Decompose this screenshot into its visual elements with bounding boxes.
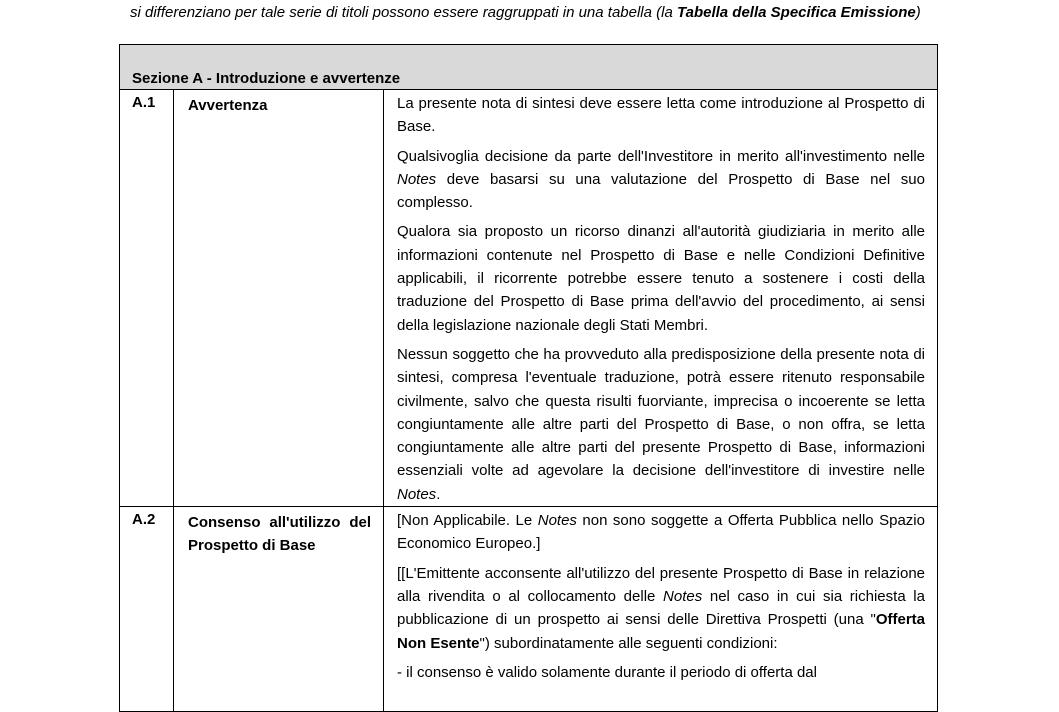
intro-text-1: si differenziano per tale serie di titoli possono essere raggruppati in una tabella (la bbox=[130, 4, 677, 21]
paragraph-text: . bbox=[436, 485, 441, 503]
notes-term: Notes bbox=[663, 587, 703, 605]
row-title: Avvertenza bbox=[174, 90, 384, 507]
paragraph-text: deve basarsi su una valutazione del Prospetto di Base nel suo complesso. bbox=[397, 170, 925, 212]
row-id: A.1 bbox=[120, 90, 174, 507]
paragraph bbox=[397, 145, 925, 215]
intro-bold-term: Tabella della Specifica Emissione bbox=[677, 4, 916, 21]
paragraph bbox=[397, 661, 925, 684]
summary-table bbox=[119, 44, 938, 712]
row-id: A.2 bbox=[120, 507, 174, 712]
row-content bbox=[384, 507, 938, 712]
notes-term: Notes bbox=[397, 485, 437, 503]
notes-term: Notes bbox=[397, 170, 437, 188]
intro-paragraph bbox=[130, 2, 932, 24]
paragraph bbox=[397, 509, 925, 556]
paragraph-text: - il consenso è valido solamente durante il periodo di offerta dal bbox=[397, 663, 817, 681]
section-title: Sezione A - Introduzione e avvertenze bbox=[132, 70, 401, 87]
paragraph-text: Qualsivoglia decisione da parte dell'Investitore in merito all'investimento nelle bbox=[397, 147, 925, 165]
row-content bbox=[384, 90, 938, 507]
table-row bbox=[120, 507, 938, 712]
paragraph-text: Nessun soggetto che ha provveduto alla predisposizione della presente nota di sintesi, compresa l'eventuale traduzione, potrà essere ritenuto responsabile civilmente, salvo che questa risulti fuorviante, imprecisa o incoerente se letta congiuntamente alle altre parti del Prospetto di Base, o non offra, se letta congiuntamente alle altre parti del presente Prospetto di Base, informazioni essenziali volte ad agevolare la decisione dell'investitore di investire nelle bbox=[397, 345, 925, 480]
paragraph-text: non sono soggette a Offerta Pubblica nello Spazio Economico Europeo.] bbox=[397, 512, 925, 553]
paragraph bbox=[397, 92, 925, 139]
intro-text-2: ) bbox=[915, 4, 921, 21]
paragraph-text: [Non Applicabile. Le bbox=[397, 512, 538, 530]
paragraph-text: nel caso in cui sia richiesta la pubblicazione di un prospetto ai sensi delle Direttiva Prospetti (una " bbox=[397, 587, 925, 629]
paragraph bbox=[397, 343, 925, 506]
paragraph-text: [[L'Emittente acconsente all'utilizzo del presente Prospetto di Base in relazione alla rivendita o al collocamento delle bbox=[397, 564, 925, 605]
paragraph bbox=[397, 562, 925, 655]
notes-term: Notes bbox=[537, 512, 577, 530]
row-title: Consenso all'utilizzo del Prospetto di Base bbox=[174, 507, 384, 712]
paragraph bbox=[397, 220, 925, 336]
table-row bbox=[120, 90, 938, 507]
section-header bbox=[120, 45, 938, 90]
defined-term: Offerta Non Esente bbox=[397, 611, 925, 652]
paragraph-text: Qualora sia proposto un ricorso dinanzi all'autorità giudiziaria in merito alle informazioni contenute nel Prospetto di Base e nelle Condizioni Definitive applicabili, il ricorrente potrebbe essere tenuto a sostenere i costi della traduzione del Prospetto di Base prima dell'avvio del procedimento, ai sensi della legislazione nazionale degli Stati Membri. bbox=[397, 223, 925, 334]
paragraph-text: ") subordinatamente alle seguenti condizioni: bbox=[479, 634, 778, 652]
paragraph-text: La presente nota di sintesi deve essere letta come introduzione al Prospetto di Base. bbox=[397, 95, 925, 136]
